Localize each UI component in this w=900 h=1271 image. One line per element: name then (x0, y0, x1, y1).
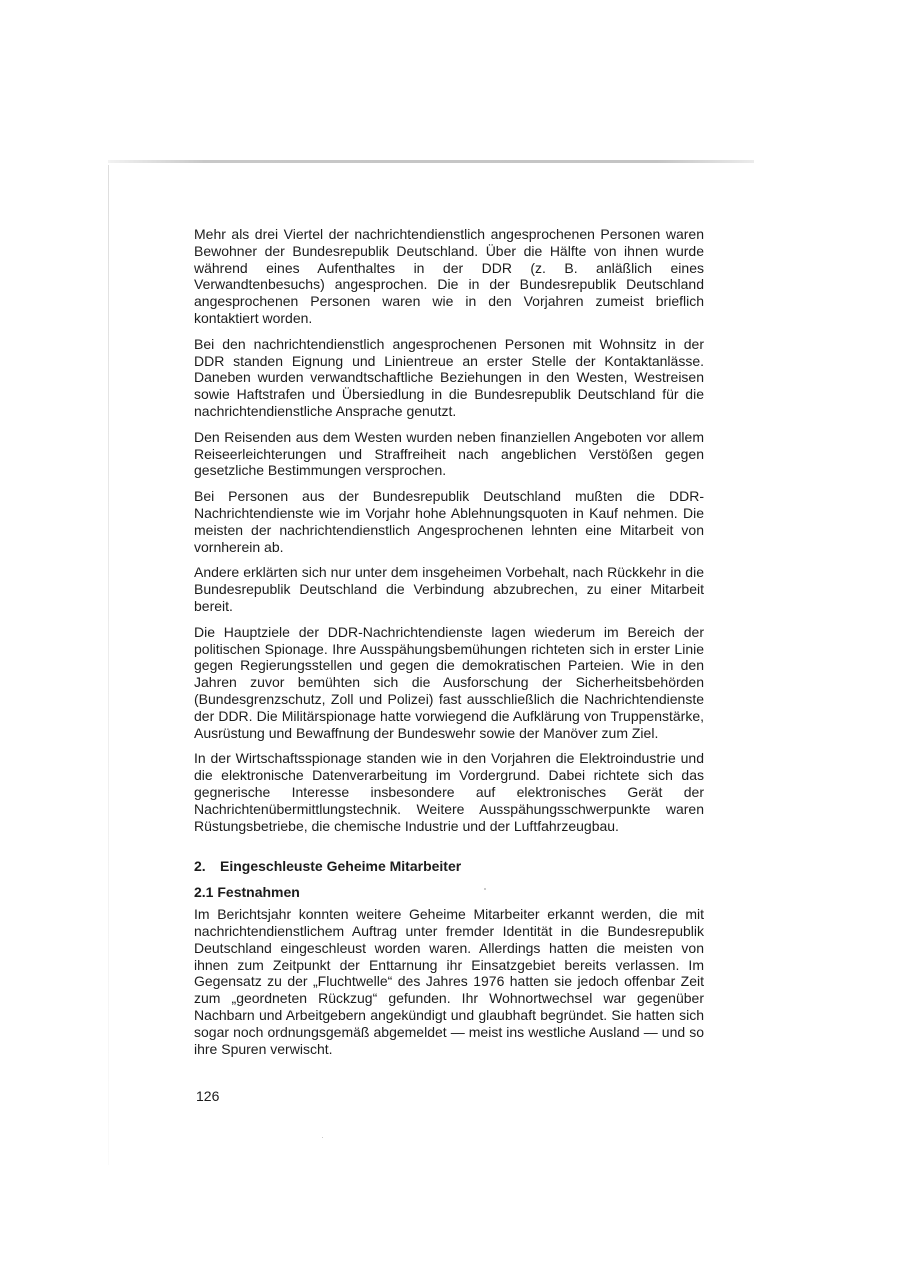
page-body (194, 226, 704, 1066)
scan-speck (322, 1137, 323, 1138)
paragraph-rejection-rates: Bei Personen aus der Bundesrepublik Deutschland mußten die DDR-Nachrichtendienste wie im Vorjahr hohe Ablehnungsquoten in Kauf nehmen. Die meisten der nachrichtendienstlich Angesprochenen lehnten eine Mitarbeit von vornherein ab. (194, 488, 704, 555)
paragraph-ddr-residents: Bei den nachrichtendienstlich angesprochenen Personen mit Wohnsitz in der DDR standen Eignung und Linientreue an erster Stelle der Kontaktanlässe. Daneben wurden verwandtschaftliche Beziehungen in den Westen, Westreisen sowie Haftstrafen und Übersiedlung in die Bundesrepublik Deutschland für die nachrichtendienstliche Ansprache genutzt. (194, 335, 704, 419)
paragraph-economic-espionage: In der Wirtschaftsspionage standen wie in den Vorjahren die Elektroindustrie und die elektronische Datenverarbeitung im Vordergrund. Dabei richtete sich das gegnerische Interesse insbesondere auf elektronisches Gerät der Nachrichtenübermittlungstechnik. Weitere Ausspähungsschwerpunkte waren Rüstungsbetriebe, die chemische Industrie und der Luftfahrzeugbau. (194, 750, 704, 834)
paragraph-western-travellers: Den Reisenden aus dem Westen wurden neben finanziellen Angeboten vor allem Reiseerleichterungen und Straffreiheit nach angeblichen Verstößen gegen gesetzliche Bestimmungen versprochen. (194, 428, 704, 479)
section-number: 2. (194, 858, 206, 875)
paragraph-political-espionage: Die Hauptziele der DDR-Nachrichtendienste lagen wiederum im Bereich der politischen Spionage. Ihre Ausspähungsbemühungen richteten sich in erster Linie gegen Regierungsstellen und gegen die demokratischen Parteien. Wie in den Jahren zuvor bemühten sich die Ausforschung der Sicherheitsbehörden (Bundesgrenzschutz, Zoll und Polizei) fast ausschließlich die Nachrichtendienste der DDR. Die Militärspionage hatte vorwiegend die Aufklärung von Truppenstärke, Ausrüstung und Bewaffnung der Bundeswehr sowie der Manöver zum Ziel. (194, 623, 704, 741)
paragraph-arrests: Im Berichtsjahr konnten weitere Geheime Mitarbeiter erkannt werden, die mit nachrichtendienstlichem Auftrag unter fremder Identität in die Bundesrepublik Deutschland eingeschleust worden waren. Allerdings hatten die meisten von ihnen zum Zeitpunkt der Enttarnung ihr Einsatzgebiet bereits verlassen. Im Gegensatz zu der „Fluchtwelle“ des Jahres 1976 hatten sie jedoch offenbar Zeit zum „geordneten Rückzug“ gefunden. Ihr Wohnortwechsel war gegenüber Nachbarn und Arbeitgebern angekündigt und glaubhaft begründet. Sie hatten sich sogar noch ordnungsgemäß abgemeldet — meist ins westliche Ausland — und so ihre Spuren verwischt. (194, 906, 704, 1057)
section-title: Eingeschleuste Geheime Mitarbeiter (220, 858, 462, 875)
paragraph-reservation: Andere erklärten sich nur unter dem insgeheimen Vorbehalt, nach Rückkehr in die Bundesrepublik Deutschland die Verbindung abzubrechen, zu einer Mitarbeit bereit. (194, 564, 704, 614)
subsection-title: Festnahmen (217, 884, 300, 901)
scan-top-edge (108, 160, 754, 163)
page-number: 126 (196, 1088, 220, 1104)
subsection-heading (194, 884, 704, 901)
paragraph-contacts-residence: Mehr als drei Viertel der nachrichtendienstlich angesprochenen Personen waren Bewohner der Bundesrepublik Deutschland. Über die Hälfte von ihnen wurde während eines Aufenthaltes in der DDR (z. B. anläßlich eines Verwandtenbesuchs) angesprochen. Die in der Bundesrepublik Deutschland angesprochenen Personen waren wie in den Vorjahren zumeist brieflich kontaktiert worden. (194, 226, 704, 326)
subsection-number: 2.1 (194, 884, 214, 901)
scan-left-edge (108, 165, 109, 1165)
scan-speck (484, 888, 486, 890)
section-heading (194, 858, 704, 875)
